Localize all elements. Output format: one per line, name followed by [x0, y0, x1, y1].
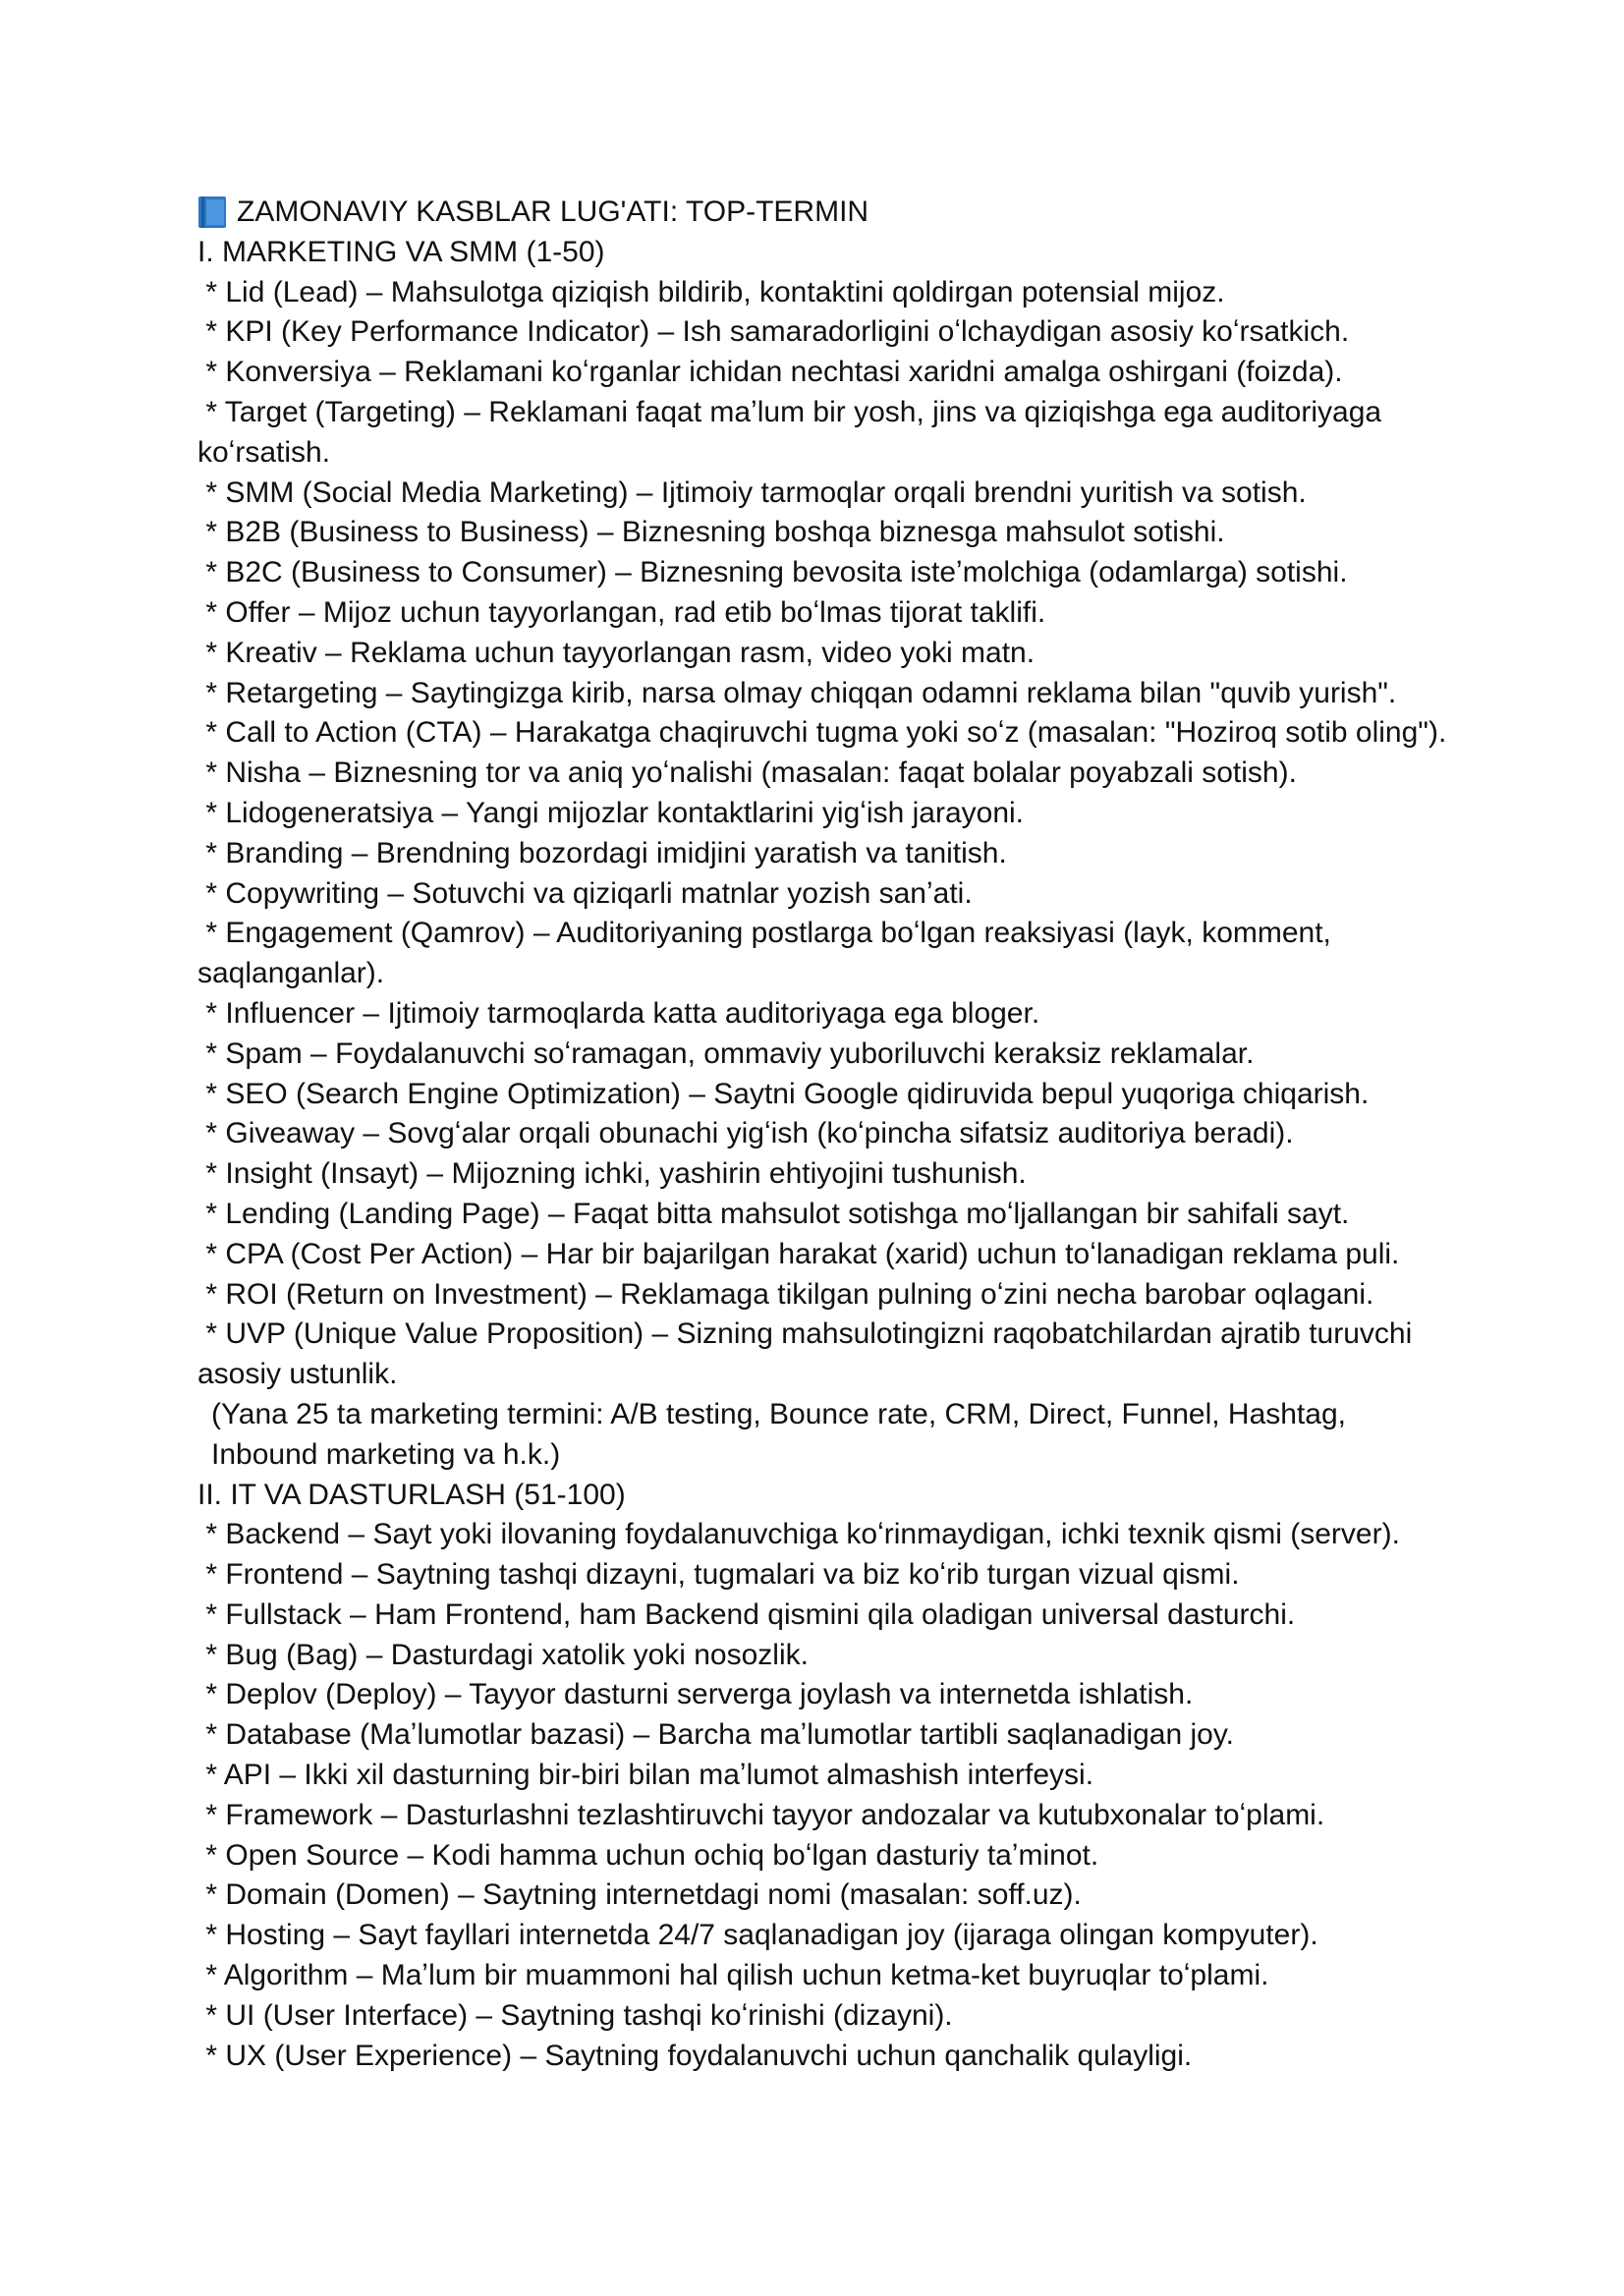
glossary-entry: * Fullstack – Ham Frontend, ham Backend qismini qila oladigan universal dasturchi. — [197, 1597, 1296, 1631]
glossary-entry: * ROI (Return on Investment) – Reklamaga tikilgan pulning oʻzini necha barobar oqlagani. — [197, 1277, 1374, 1311]
glossary-entry: * API – Ikki xil dasturning bir-biri bilan maʼlumot almashish interfeysi. — [197, 1759, 1094, 1792]
glossary-entry: * Call to Action (CTA) – Harakatga chaqiruvchi tugma yoki soʻz (masalan: "Hoziroq sotib oling"). — [197, 716, 1447, 750]
document-title: ZAMONAVIY KASBLAR LUG'ATI: TOP-TERMIN — [237, 196, 869, 228]
glossary-entry: * KPI (Key Performance Indicator) – Ish samaradorligini oʻlchaydigan asosiy koʻrsatkich. — [197, 315, 1350, 349]
glossary-entry: * Domain (Domen) – Saytning internetdagi nomi (masalan: soff.uz). — [197, 1878, 1082, 1912]
document-sections — [197, 233, 1455, 2077]
section-heading: I. MARKETING VA SMM (1-50) — [197, 235, 605, 268]
glossary-entry: * SEO (Search Engine Optimization) – Saytni Google qidiruvida bepul yuqoriga chiqarish. — [197, 1077, 1370, 1110]
glossary-entry: * SMM (Social Media Marketing) – Ijtimoiy tarmoqlar orqali brendni yuritish va sotish. — [197, 476, 1307, 509]
glossary-entry: * Open Source – Kodi hamma uchun ochiq boʻlgan dasturiy taʼminot. — [197, 1838, 1099, 1872]
glossary-entry: * Deplov (Deploy) – Tayyor dasturni serverga joylash va internetda ishlatish. — [197, 1678, 1194, 1711]
document-page — [197, 193, 1455, 2076]
glossary-entry: * Frontend – Saytning tashqi dizayni, tugmalari va biz koʻrib turgan vizual qismi. — [197, 1558, 1240, 1592]
glossary-entry: * B2B (Business to Business) – Biznesning boshqa biznesga mahsulot sotishi. — [197, 516, 1225, 549]
glossary-entry: * Backend – Sayt yoki ilovaning foydalanuvchiga koʻrinmaydigan, ichki texnik qismi (server). — [197, 1518, 1400, 1551]
glossary-entry: * Spam – Foydalanuvchi soʻramagan, ommaviy yuboriluvchi keraksiz reklamalar. — [197, 1036, 1255, 1070]
section-note: (Yana 25 ta marketing termini: A/B testing, Bounce rate, CRM, Direct, Funnel, Hashtag, Inbound marketing va h.k.) — [211, 1397, 1346, 1471]
glossary-entry: * Engagement (Qamrov) – Auditoriyaning postlarga boʻlgan reaksiyasi (layk, komment, saqlanganlar). — [197, 917, 1340, 990]
glossary-entry: * Insight (Insayt) – Mijozning ichki, yashirin ehtiyojini tushunish. — [197, 1157, 1027, 1191]
glossary-entry: * Kreativ – Reklama uchun tayyorlangan rasm, video yoki matn. — [197, 636, 1036, 669]
section-heading: II. IT VA DASTURLASH (51-100) — [197, 1478, 626, 1511]
glossary-entry: * Nisha – Biznesning tor va aniq yoʻnalishi (masalan: faqat bolalar poyabzali sotish). — [197, 756, 1297, 790]
glossary-entry: * Database (Maʼlumotlar bazasi) – Barcha maʼlumotlar tartibli saqlanadigan joy. — [197, 1718, 1234, 1752]
glossary-entry: * Branding – Brendning bozordagi imidjini yaratish va tanitish. — [197, 836, 1007, 869]
glossary-entry: * Lidogeneratsiya – Yangi mijozlar kontaktlarini yigʻish jarayoni. — [197, 796, 1025, 829]
glossary-entry: * UVP (Unique Value Proposition) – Sizning mahsulotingizni raqobatchilardan ajratib turuvchi asosiy ustunlik. — [197, 1317, 1421, 1391]
glossary-entry: * Retargeting – Saytingizga kirib, narsa olmay chiqqan odamni reklama bilan "quvib yurish". — [197, 676, 1397, 709]
glossary-entry: * Giveaway – Sovgʻalar orqali obunachi yigʻish (koʻpincha sifatsiz auditoriya beradi). — [197, 1117, 1294, 1150]
glossary-entry: * Lending (Landing Page) – Faqat bitta mahsulot sotishga moʻljallangan bir sahifali sayt. — [197, 1197, 1350, 1230]
glossary-entry: * Framework – Dasturlashni tezlashtiruvchi tayyor andozalar va kutubxonalar toʻplami. — [197, 1798, 1325, 1831]
glossary-entry: * Bug (Bag) – Dasturdagi xatolik yoki nosozlik. — [197, 1638, 809, 1671]
glossary-entry: * Lid (Lead) – Mahsulotga qiziqish bildirib, kontaktini qoldirgan potensial mijoz. — [197, 275, 1225, 308]
glossary-entry: * Offer – Mijoz uchun tayyorlangan, rad etib boʻlmas tijorat taklifi. — [197, 595, 1046, 629]
glossary-entry: * UX (User Experience) – Saytning foydalanuvchi uchun qanchalik qulayligi. — [197, 2039, 1193, 2072]
glossary-entry: * Konversiya – Reklamani koʻrganlar ichidan nechtasi xaridni amalga oshirgani (foizda). — [197, 356, 1343, 389]
glossary-entry: * Hosting – Sayt fayllari internetda 24/7 saqlanadigan joy (ijaraga olingan kompyuter). — [197, 1919, 1318, 1952]
blue-book-icon — [197, 196, 227, 229]
glossary-entry: * CPA (Cost Per Action) – Har bir bajarilgan harakat (xarid) uchun toʻlanadigan reklama puli. — [197, 1237, 1400, 1270]
document-title-row — [197, 193, 1455, 233]
glossary-entry: * Target (Targeting) – Reklamani faqat maʼlum bir yosh, jins va qiziqishga ega auditoriyaga koʻrsatish. — [197, 395, 1390, 469]
glossary-entry: * B2C (Business to Consumer) – Biznesning bevosita isteʼmolchiga (odamlarga) sotishi. — [197, 556, 1348, 589]
glossary-entry: * Copywriting – Sotuvchi va qiziqarli matnlar yozish sanʼati. — [197, 876, 973, 910]
glossary-entry: * UI (User Interface) – Saytning tashqi koʻrinishi (dizayni). — [197, 1998, 953, 2032]
glossary-entry: * Influencer – Ijtimoiy tarmoqlarda katta auditoriyaga ega bloger. — [197, 996, 1040, 1030]
glossary-entry: * Algorithm – Maʼlum bir muammoni hal qilish uchun ketma-ket buyruqlar toʻplami. — [197, 1959, 1269, 1992]
